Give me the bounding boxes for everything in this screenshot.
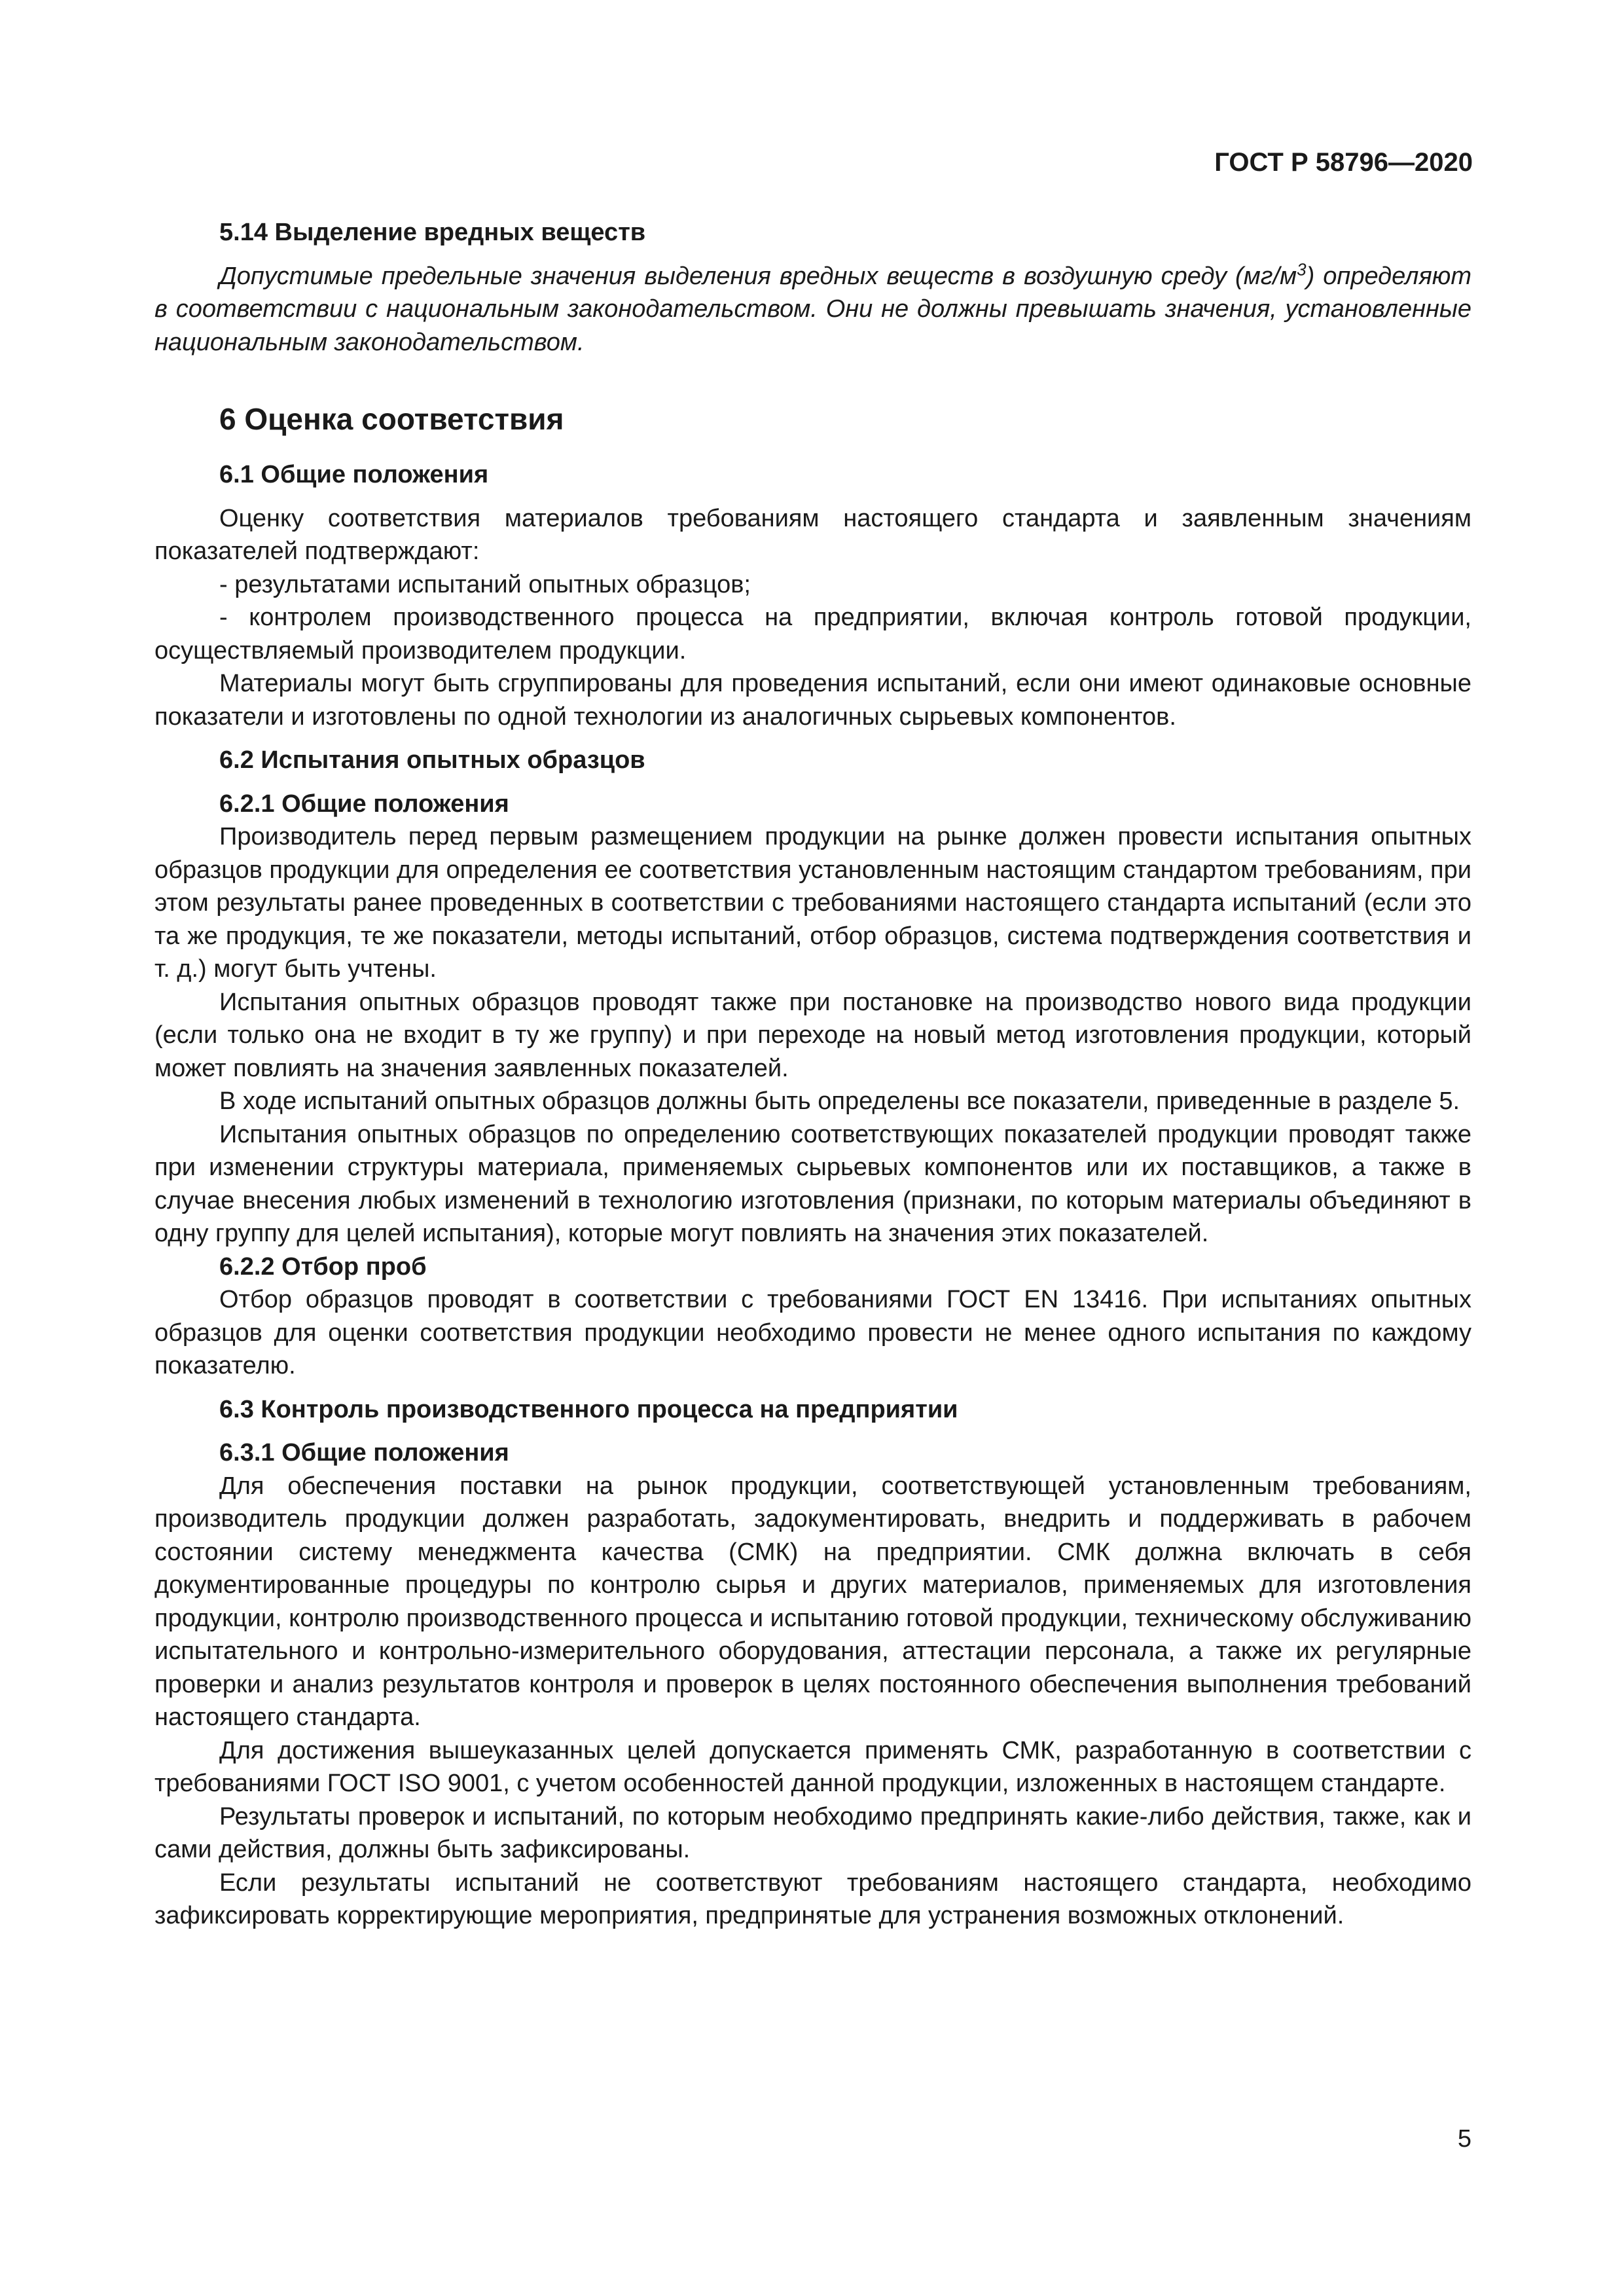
section-6-1-heading: 6.1 Общие положения <box>219 461 489 488</box>
section-6-2-heading: 6.2 Испытания опытных образцов <box>219 746 645 774</box>
section-6-2-2-heading: 6.2.2 Отбор проб <box>219 1252 427 1281</box>
section-6-1-list-item-1: - результатами испытаний опытных образцов; <box>219 570 751 598</box>
section-6-2-1-paragraph-1: Производитель перед первым размещением продукции на рынке должен провести испытания опытных образцов продукции для определения ее соответствия установленным настоящим стандартом требованиям, при этом результаты ранее проведенных в соответствии с требованиями настоящего стандарта испытаний (если это та же продукция, те же показатели, методы испытаний, отбор образцов, система подтверждения соответствия и т. д.) могут быть учтены. <box>154 823 1471 983</box>
page-content <box>154 216 1471 1933</box>
section-6-2-2-paragraph: Отбор образцов проводят в соответствии с требованиями ГОСТ EN 13416. При испытаниях опытных образцов для оценки соответствия продукции необходимо провести не менее одного испытания по каждому показателю. <box>154 1286 1471 1379</box>
document-code: ГОСТ Р 58796—2020 <box>1214 148 1473 177</box>
section-6-2-1-paragraph-4: Испытания опытных образцов по определению соответствующих показателей продукции проводят также при изменении структуры материала, применяемых сырьевых компонентов или их поставщиков, а также в случае внесения любых изменений в технологию изготовления (признаки, по которым материалы объединяют в одну группу для целей испытания), которые могут повлиять на значения этих показателей. <box>154 1120 1471 1247</box>
section-6-1-paragraph-2: Материалы могут быть сгруппированы для проведения испытаний, если они имеют одинаковые основные показатели и изготовлены по одной технологии из аналогичных сырьевых компонентов. <box>154 670 1471 731</box>
section-6-heading: 6 Оценка соответствия <box>219 402 564 436</box>
section-6-2-1-paragraph-2: Испытания опытных образцов проводят также при постановке на производство нового вида продукции (если только она не входит в ту же группу) и при переходе на новый метод изготовления продукции, который может повлиять на значения заявленных показателей. <box>154 988 1471 1082</box>
section-6-2-1-heading: 6.2.1 Общие положения <box>219 790 509 818</box>
section-6-2-1-paragraph-3: В ходе испытаний опытных образцов должны быть определены все показатели, приведенные в разделе 5. <box>219 1087 1460 1115</box>
section-6-3-1-heading: 6.3.1 Общие положения <box>219 1439 509 1467</box>
section-6-3-1-paragraph-1: Для обеспечения поставки на рынок продукции, соответствующей установленным требованиям, производитель продукции должен разработать, задокументировать, внедрить и поддерживать в рабочем состоянии систему менеджмента качества (СМК) на предприятии. СМК должна включать в себя документированные процедуры по контролю сырья и других материалов, применяемых для изготовления продукции, контролю производственного процесса и испытанию готовой продукции, техническому обслуживанию испытательного и контрольно-измерительного оборудования, аттестации персонала, а также их регулярные проверки и анализ результатов контроля и проверок в целях постоянного обеспечения выполнения требований настоящего стандарта. <box>154 1472 1471 1731</box>
section-6-3-1-paragraph-2: Для достижения вышеуказанных целей допускается применять СМК, разработанную в соответствии с требованиями ГОСТ ISO 9001, с учетом особенностей данной продукции, изложенных в настоящем стандарте. <box>154 1736 1471 1797</box>
section-6-3-1-paragraph-4: Если результаты испытаний не соответствуют требованиям настоящего стандарта, необходимо зафиксировать корректирующие мероприятия, предпринятые для устранения возможных отклонений. <box>154 1868 1471 1929</box>
section-5-14-text-b: ) определяют в соответствии с национальным законодательством. Они не должны превышать значения, установленные национальным законодательством. <box>154 262 1471 356</box>
section-6-1-list-item-2: - контролем производственного процесса на предприятии, включая контроль готовой продукции, осуществляемый производителем продукции. <box>154 604 1471 665</box>
section-5-14-text-a: Допустимые предельные значения выделения вредных веществ в воздушную среду (мг/м <box>219 262 1297 290</box>
superscript-3: 3 <box>1297 259 1307 279</box>
section-6-3-1-paragraph-3: Результаты проверок и испытаний, по которым необходимо предпринять какие-либо действия, также, как и сами действия, должны быть зафиксированы. <box>154 1802 1471 1863</box>
page-number: 5 <box>1457 2125 1471 2153</box>
section-5-14-paragraph <box>154 260 1471 359</box>
section-5-14-heading: 5.14 Выделение вредных веществ <box>219 219 646 246</box>
section-6-1-paragraph-1: Оценку соответствия материалов требованиям настоящего стандарта и заявленным значениям показателей подтверждают: <box>154 504 1471 565</box>
section-6-3-heading: 6.3 Контроль производственного процесса на предприятии <box>219 1395 958 1423</box>
